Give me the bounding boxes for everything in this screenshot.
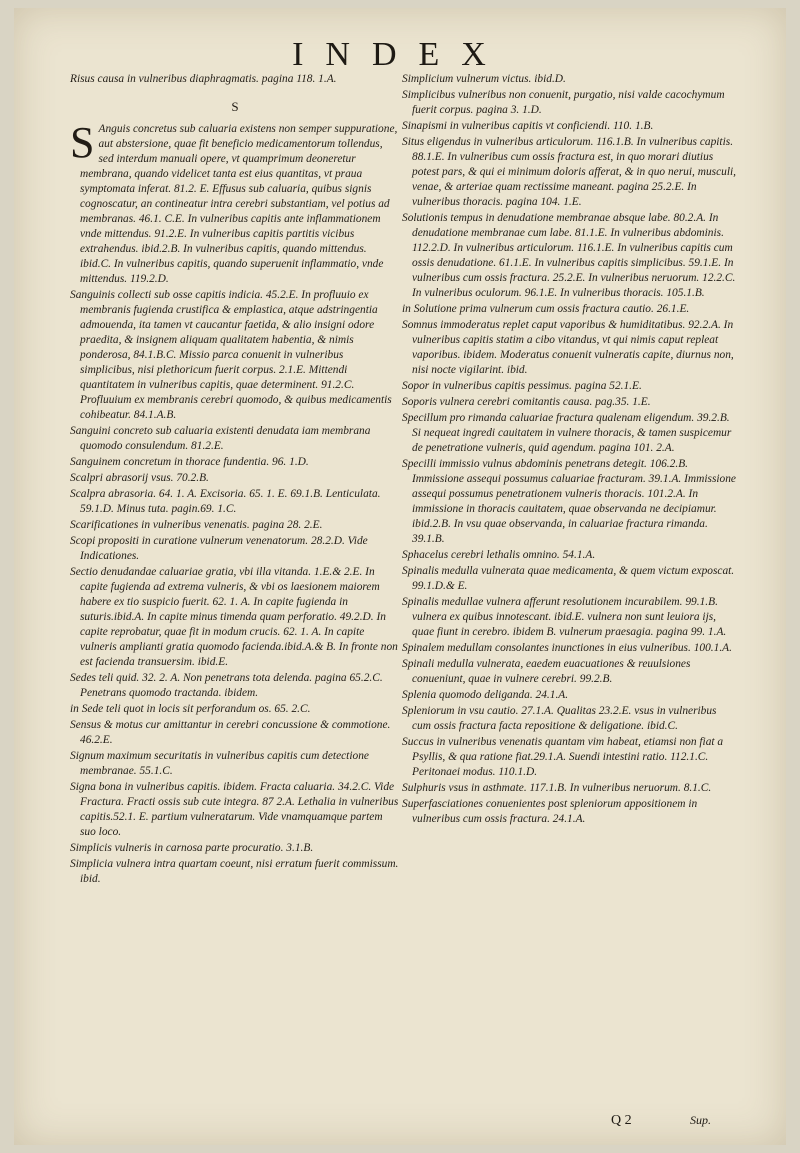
index-entry: Spinalem medullam consolantes inunctiones in eius vulneribus. 100.1.A. — [402, 642, 732, 654]
section-letter: S — [231, 99, 239, 114]
index-entry: Sulphuris vsus in asthmate. 117.1.B. In vulneribus neruorum. 8.1.C. — [402, 782, 712, 794]
index-entry: Specilli immissio vulnus abdominis penetrans detegit. 106.2.B. Immissione assequi possumus caluariae fracturam. 39.1.A. Immissione assequi possumus penetrationem vulneris thoracis. 101.2.A. In immissione in thoracis cauitatem, quae observanda ne decipiamur. ibid.2.B. In vsu quae observanda, in caluariae fractura rimanda. 39.1.B. — [402, 458, 736, 545]
index-entry: Somnus immoderatus replet caput vaporibus & humiditatibus. 92.2.A. In vulneribus capitis statim a cibo vitandus, vt qui nimis caput repleat vaporibus. ibidem. Moderatus conuenit vulneratis capite, diurnus non, nisi nocte vigilarint. ibid. — [402, 319, 734, 376]
index-entry: Situs eligendus in vulneribus articulorum. 116.1.B. In vulneribus capitis. 88.1.E. In vulneribus cum ossis fractura est, in quo morari diutius potest pars, & qui ei minimum doloris afferat, & in quo nerui, musculi, venae, & arteriae quam rectissime maneant. pagina 25.2.E. In vulneribus thoracis. pagina 104. 1.E. — [402, 136, 736, 208]
index-entry: Scopi propositi in curatione vulnerum venenatorum. 28.2.D. Vide Indicationes. — [70, 535, 368, 562]
index-entry: Spinalis medulla vulnerata quae medicamenta, & quem victum exposcat. 99.1.D.& E. — [402, 565, 735, 592]
index-entry: Sensus & motus cur amittantur in cerebri concussione & commotione. 46.2.E. — [70, 719, 391, 746]
index-entry: Sedes teli quid. 32. 2. A. Non penetrans tota delenda. pagina 65.2.C. Penetrans quomodo tractanda. ibidem. — [70, 672, 383, 699]
index-entry: Scalpra abrasoria. 64. 1. A. Excisoria. 65. 1. E. 69.1.B. Lenticulata. 59.1.D. Minus tuta. pagin.69. 1.C. — [70, 488, 381, 515]
index-entry: Scarificationes in vulneribus venenatis. pagina 28. 2.E. — [70, 519, 323, 531]
index-entry: Simplicibus vulneribus non conuenit, purgatio, nisi valde cacochymum fuerit corpus. pagina 3. 1.D. — [402, 89, 725, 116]
left-entries — [70, 288, 400, 887]
index-entry: Spinalis medullae vulnera afferunt resolutionem incurabilem. 99.1.B. vulnera ex quibus innotescant. ibid.E. vulnera non sunt leuiora ijs, quae fiunt in cerebro. ibidem B. vulnerum praesagia. pagina 99. 1.A. — [402, 596, 727, 638]
index-entry: Succus in vulneribus venenatis quantam vim habeat, etiamsi non fiat a Psyllis, & qua ratione fiat.29.1.A. Suendi intestini ratio. 112.1.C. Peritonaei modus. 110.1.D. — [402, 736, 724, 778]
index-entry: Scalpri abrasorij vsus. 70.2.B. — [70, 472, 209, 484]
first-entry-text: Anguis concretus sub caluaria existens non semper suppuratione, aut abstersione, quae fit beneficio medicamentorum tollendus, sed interdum manuali opere, vt quamprimum deoneretur membrana, quando videlicet tanta est eius quantitas, vt praua symptomata inferat. 81.2. E. Effusus sub caluaria, quibus signis cognoscatur, an contineatur intra cerebri substantiam, vel potius ad membranas. 46.1. C.E. In vulneribus capitis ante inflammationem vnde mittendus. 91.2.E. In vulneribus capitis partitis vicibus extrahendus. ibid.2.B. In vulneribus capitis, quando mittendus. ibid.C. In vulneribus capitis, quando superuenit inflammatio, vnde mittendus. 119.2.D. — [80, 123, 398, 285]
signature-mark: Q 2 — [611, 1113, 632, 1128]
index-entry: Sopor in vulneribus capitis pessimus. pagina 52.1.E. — [402, 380, 642, 392]
drop-capital: S — [70, 118, 95, 167]
index-entry: Simplicium vulnerum victus. ibid.D. — [402, 73, 566, 85]
index-entry: Spleniorum in vsu cautio. 27.1.A. Qualitas 23.2.E. vsus in vulneribus cum ossis fractura facta repositione & deligatione. ibid.C. — [402, 705, 717, 732]
index-entry: Simplicis vulneris in carnosa parte procuratio. 3.1.B. — [70, 842, 314, 854]
page-title: INDEX — [292, 36, 508, 73]
right-entries — [402, 72, 738, 827]
index-entry: Sanguini concreto sub caluaria existenti denudata iam membrana quomodo consulendum. 81.2.E. — [70, 425, 371, 452]
index-entry: Sanguinem concretum in thorace fundentia. 96. 1.D. — [70, 456, 309, 468]
left-column — [70, 72, 400, 888]
index-entry: Sphacelus cerebri lethalis omnino. 54.1.A. — [402, 549, 596, 561]
index-entry: Specillum pro rimanda caluariae fractura qualenam eligendum. 39.2.B. Si nequeat ingredi cauitatem in vulnere thoracis, & tamen suspicemur de penetratione vulneris, quid agendum. pagina 101. 2.A. — [402, 412, 732, 454]
index-entry: Sectio denudandae caluariae gratia, vbi illa vitanda. 1.E.& 2.E. In capite fugienda ad extrema vulneris, & vbi os laesionem maiorem habere ex tio suspicio fuerit. 62. 1. A. In capite fugienda in suturis.ibid.A. In capite minus timenda quam perforatio. 49.2.D. In capite reprobatur, quae fit in modum crucis. 62. 1. A. In capite vulneris amplianti gratia quomodo facienda.ibid.A.& B. In fronte non est facienda transuersim. ibid.E. — [70, 566, 398, 668]
index-entry: Sanguinis collecti sub osse capitis indicia. 45.2.E. In profluuio ex membranis fugienda crustifica & emplastica, atque adstringentia admouenda, ita tamen vt caucantur faetida, & alio insigni odore praedita, & insignem aliquam qualitatem habentia, & nimis ponderosa, 84.1.B.C. Missio parca conuenit in vulneribus simplicibus, nisi plethoricum fuerit corpus. 2.1.E. Mittendi quantitatem in vulneribus capitis, quae determinent. 91.2.C. Profluuium ex membranis cerebri quomodo, & quibus medicamentis cohibeatur. 84.1.A.B. — [70, 289, 392, 421]
intro-entry: Risus causa in vulneribus diaphragmatis. pagina 118. 1.A. — [70, 73, 337, 85]
index-entry: Signa bona in vulneribus capitis. ibidem. Fracta caluaria. 34.2.C. Vide Fractura. Fracti ossis sub cute integra. 87 2.A. Lethalia in vulneribus capitis.52.1. E. partium vulneratarum. Vide vnamquamque partem suo loco. — [70, 781, 399, 838]
page — [14, 8, 786, 1145]
index-entry: in Sede teli quot in locis sit perforandum os. 65. 2.C. — [70, 703, 311, 715]
index-entry: Sinapismi in vulneribus capitis vt conficiendi. 110. 1.B. — [402, 120, 654, 132]
right-column — [402, 72, 738, 828]
index-entry: Superfasciationes conuenientes post spleniorum appositionem in vulneribus cum ossis fractura. 24.1.A. — [402, 798, 698, 825]
first-entry — [70, 118, 400, 287]
index-entry: in Solutione prima vulnerum cum ossis fractura cautio. 26.1.E. — [402, 303, 690, 315]
index-entry: Spinali medulla vulnerata, eaedem euacuationes & reuulsiones conueniunt, quae in vulnere cerebri. 99.2.B. — [402, 658, 691, 685]
index-entry: Signum maximum securitatis in vulneribus capitis cum detectione membranae. 55.1.C. — [70, 750, 369, 777]
index-entry: Simplicia vulnera intra quartam coeunt, nisi erratum fuerit commissum. ibid. — [70, 858, 399, 885]
index-entry: Solutionis tempus in denudatione membranae absque labe. 80.2.A. In denudatione membranae cum labe. 81.1.E. In vulneribus abdominis. 112.2.D. In vulneribus articulorum. 116.1.E. In vulneribus capitis cum ossis denudatione. 61.1.E. In vulneribus capitis simplicibus. 59.1.E. In vulneribus cum ossis fractura. 25.2.E. In vulneribus neruorum. 12.2.C. In vulneribus oculorum. 96.1.E. In vulneribus thoracis. 105.1.B. — [402, 212, 736, 299]
catchword: Sup. — [690, 1113, 711, 1127]
index-entry: Soporis vulnera cerebri comitantis causa. pag.35. 1.E. — [402, 396, 651, 408]
index-entry: Splenia quomodo deliganda. 24.1.A. — [402, 689, 569, 701]
